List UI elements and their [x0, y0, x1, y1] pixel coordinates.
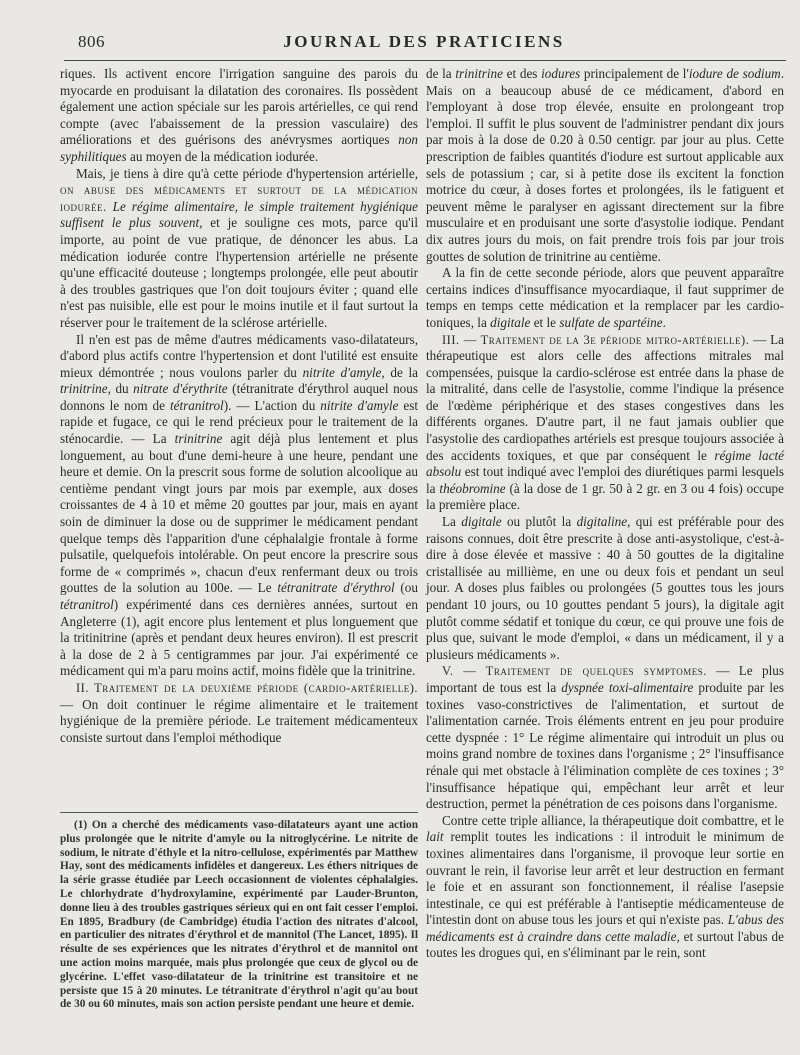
page-header: [64, 30, 784, 56]
section-heading-paragraph: III. — Traitement de la 3e période mitro-artérielle). — La thérapeutique est alors celle des affections mitrales mal compensées, puisque la cardio-sclérose est entrée dans la phase de la mitralité, dans celle de l'asystolie, comme l'indique la présence de l'œdème périphérique et des stases congestives dans les différents organes. D'autre part, il ne faut jamais oublier que l'asystolie des cardiopathes artériels est presque toujours associée à des accidents toxiques, et que par conséquent le régime lacté absolu est tout indiqué avec l'emploi des diurétiques parmi lesquels la théobromine (à la dose de 1 gr. 50 à 2 gr. en 3 ou 4 fois) occupe la première place.: [426, 331, 784, 513]
paragraph: riques. Ils activent encore l'irrigation sanguine des parois du myocarde en produisant la dilatation des coronaires. Ils possèdent également une action spéciale sur les parois artérielles, ce qui rend compte (avec l'abaissement de la pression vasculaire) des améliorations et des guérisons des anévrysmes aortiques non syphilitiques au moyen de la médication iodurée.: [60, 66, 418, 164]
running-title: JOURNAL DES PRATICIENS: [283, 32, 565, 51]
header-rule: [64, 60, 786, 61]
page-number: 806: [78, 32, 105, 51]
paragraph: Contre cette triple alliance, la thérapeutique doit combattre, et le lait remplit toutes les indications : il introduit le minimum de toxines alimentaires dans l'organisme, il provoque leur sortie en ouvrant le rein, il favorise leur arrêt et leur destruction en fermant le foie et en assurant son fonctionnement, il réalise l'asepsie intestinale, ce qui est préférable à l'antiseptie médicamenteuse de l'intestin dont on abuse tous les jours et qui n'existe pas. L'abus des médicaments est à craindre dans cette maladie, et surtout l'abus de toutes les drogues qui, en s'éliminant par le rein, sont: [426, 812, 784, 961]
footnote-rule: [60, 812, 418, 813]
paragraph: La digitale ou plutôt la digitaline, qui est préférable pour des raisons connues, doit être prescrite à dose anti-asystolique, c'est-à-dire à dose élevée et massive : 40 à 50 gouttes de la digitaline cristallisée au millième, en une ou deux fois et pendant un seul jour. A doses plus faibles ou prolongées (5 gouttes tous les jours pendant 10 jours, ou 10 gouttes pendant 5 jours), la digitale agit plutôt comme sédatif et tonique du cœur, ce qui prouve une fois de plus que, suivant le mode d'emploi, « dans un médicament, il y a plusieurs médicaments ».: [426, 514, 784, 662]
paragraph: Il n'en est pas de même d'autres médicaments vaso-dilatateurs, d'abord plus actifs contre l'hypertension et dont l'utilité est ensuite mieux démontrée ; nous voulons parler du nitrite d'amyle, de la trinitrine, du nitrate d'érythrite (tétranitrate d'érythrol auquel nous donnons le nom de tétranitrol). — L'action du nitrite d'amyle est rapide et fugace, ce qui le rend précieux pour le traitement de la sténocardie. — La trinitrine agit déjà plus lentement et plus longuement, au bout d'une demi-heure à une heure, pendant une heure et demie. On la prescrit sous forme de solution alcoolique au centième pendant vingt jours par mois par exemple, aux doses croissantes de 4 à 10 et même 20 gouttes par jour, mais en ayant soin de diminuer la dose ou de supprimer le médicament pendant quelque temps dès l'apparition d'une céphalalgie frontale à forme pulsatile, quelquefois intolérable. On peut encore la prescrire sous forme de « comprimés », chacun d'eux renfermant deux ou trois gouttes de la solution au 100e. — Le tétranitrate d'érythrol (ou tétranitrol) expérimenté dans ces dernières années, surtout en Angleterre (1), agit encore plus lentement et plus longuement que la tritinitrine (après et pendant deux heures environ). Il est prescrit à la dose de 2 à 5 centigrammes par jour. J'ai expérimenté ce médicament qui m'a paru moins actif, moins fidèle que la trinitrine.: [60, 331, 419, 679]
section-heading-paragraph: V. — Traitement de quelques symptomes. — Le plus important de tous est la dyspnée toxi-alimentaire produite par les toxines vaso-constrictives de l'alimentation, et surtout de l'alimentation carnée. Trois éléments entrent en jeu pour produire cette dyspnée : 1° Le régime alimentaire qui introduit un plus ou moins grand nombre de toxines dans l'organisme ; 2° l'insuffisance rénale qui met obstacle à l'élimination complète de ces toxines ; 3° l'insuffisance hépatique qui, empêchant leur arrêt et leur destruction, permet la pénétration de ces poisons dans l'organisme.: [426, 663, 784, 812]
footnote: (1) On a cherché des médicaments vaso-dilatateurs ayant une action plus prolongée que le nitrite d'amyle ou la nitroglycérine. Le nitrite de sodium, le nitrate d'éthyle et la nitro-cellulose, expérimentés par Matthew Hay, sont des médicaments infidèles et dangereux. Les éthers nitriques de la série grasse étudiée par Leech occasionnent de violentes céphalalgies. Le chlorhydrate d'hydroxylamine, expérimenté par Lauder-Brunton, donne lieu à des troubles gastriques sérieux qui en ont fait cesser l'emploi. En 1895, Bradbury (de Cambridge) étudia l'action des nitrates d'alcool, en particulier des nitrates d'érythrol et de mannitol (The Lancet, 1895). Il résulte de ses expériences que les nitrates d'érythrol et de mannitol ont une action moins marquée, mais plus prolongée que ceux de glycol ou de glycérine. L'effet vaso-dilatateur de la trinitrine est transitoire et ne persiste que 15 à 20 minutes. Le tétranitrate d'érythrol n'agit qu'au bout de 30 ou 60 minutes, mais son action persiste pendant une heure et demie.: [60, 819, 418, 1011]
paragraph: de la trinitrine et des iodures principalement de l'iodure de sodium. Mais on a beaucoup abusé de ce médicament, d'abord en l'employant à dose trop élevée, ensuite en prolongeant trop l'emploi. Il suffit le plus souvent de l'administrer pendant dix jours par mois à la dose de 0.20 à 0.50 centigr. par jour au plus. Cette prescription de faibles quantités d'iodure est surtout applicable aux sels de potassium ; car, si à petite dose ils excitent la fonction motrice du cœur, à doses fortes et prolongées, ils le fatiguent et peuvent même le paralyser en agissant directement sur la fibre musculaire et en produisant une sorte d'asystolie iodique. Pendant dix autres jours du mois, on fait prendre trois fois par jour trois gouttes de solution de trinitrine au centième.: [426, 66, 784, 264]
right-column: [426, 66, 784, 962]
left-column: [60, 66, 418, 746]
paragraph: Mais, je tiens à dire qu'à cette période d'hypertension artérielle, on abuse des médicaments et surtout de la médication iodurée. Le régime alimentaire, le simple traitement hygiénique suffisent le plus souvent, et je souligne ces mots, parce qu'il importe, au point de vue pratique, de dénoncer les abus. La médication iodurée contre l'hypertension artérielle ne présente qu'une efficacité douteuse ; longtemps prolongée, elle peut aboutir à des troubles gastriques que l'on doit toujours éviter ; quand elle n'est pas nuisible, elle est pour le moins inutile et il faut surtout la réserver pour le traitement de la sclérose artérielle.: [60, 165, 418, 330]
section-heading-paragraph: II. Traitement de la deuxième période (cardio-artérielle). — On doit continuer le régime alimentaire et le traitement hygiénique de la première période. Le traitement médicamenteux consiste surtout dans l'emploi méthodique: [60, 680, 418, 745]
paragraph: A la fin de cette seconde période, alors que peuvent apparaître certains indices d'insuffisance myocardiaque, il faut supprimer de temps en temps cette médication et la remplacer par les cardio-toniques, la digitale et le sulfate de spartéine.: [426, 265, 784, 330]
